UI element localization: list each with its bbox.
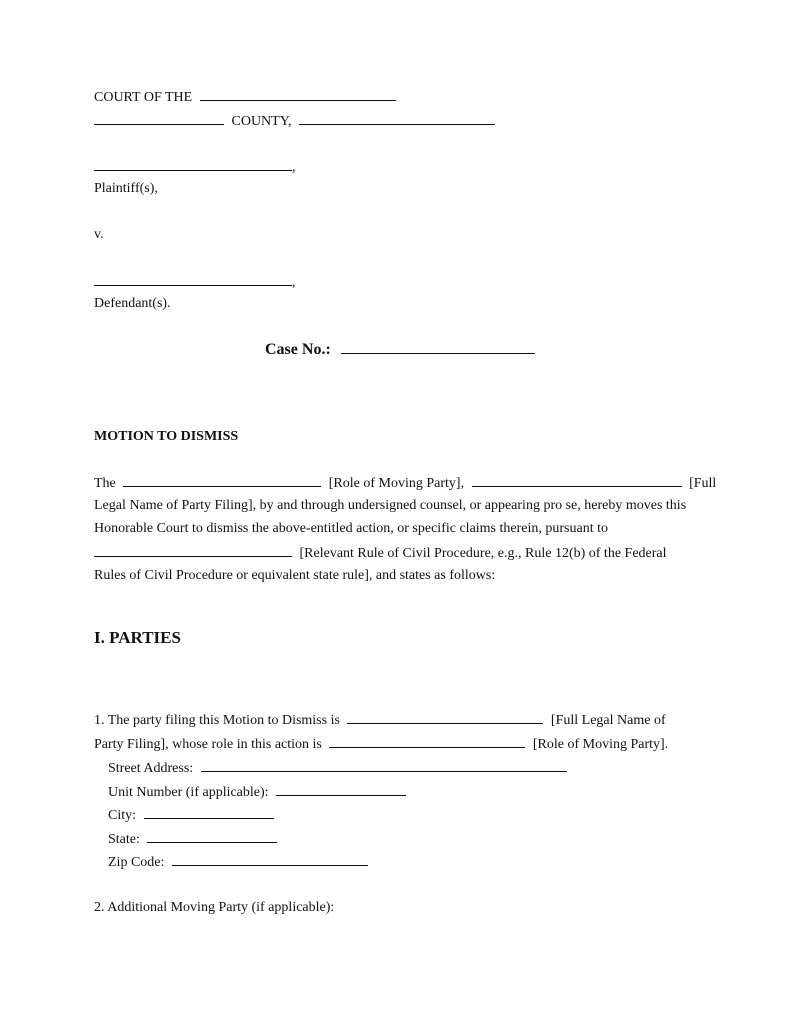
city-label: City: [108, 808, 137, 823]
case-number-line [265, 340, 535, 359]
defendant-name-line [94, 272, 296, 292]
party-name-blank[interactable] [472, 473, 682, 487]
county-line [94, 111, 495, 131]
street-address-line [108, 758, 567, 778]
city-blank[interactable] [144, 805, 274, 819]
case-number-label: Case No.: [265, 341, 331, 358]
intro-role-label: [Role of Moving Party], [328, 476, 465, 491]
intro-line-5: Rules of Civil Procedure or equivalent state rule], and states as follows: [94, 568, 496, 583]
county-name-blank[interactable] [94, 111, 224, 125]
zip-code-label: Zip Code: [108, 855, 165, 870]
intro-line-2: Legal Name of Party Filing], by and through undersigned counsel, or appearing pro se, hereby moves this [94, 498, 687, 513]
defendant-comma: , [292, 275, 296, 290]
item1-text: 1. The party filing this Motion to Dismiss is [94, 713, 340, 728]
county-label: COUNTY, [231, 114, 292, 129]
item2-line: 2. Additional Moving Party (if applicable): [94, 900, 335, 915]
filing-party-name-blank[interactable] [347, 710, 543, 724]
intro-rule-label: [Relevant Rule of Civil Procedure, e.g., Rule 12(b) of the Federal [299, 546, 667, 561]
motion-title: MOTION TO DISMISS [94, 429, 239, 444]
intro-line-3: Honorable Court to dismiss the above-entitled action, or specific claims therein, pursuant to [94, 521, 608, 536]
filing-party-role-blank[interactable] [329, 734, 525, 748]
state-blank[interactable] [147, 829, 277, 843]
intro-line-4 [94, 543, 667, 563]
defendant-name-blank[interactable] [94, 272, 292, 286]
intro-line-1 [94, 473, 716, 493]
item1-tail: [Full Legal Name of [550, 713, 666, 728]
moving-party-role-blank[interactable] [123, 473, 321, 487]
plaintiff-name-blank[interactable] [94, 157, 292, 171]
state-line [108, 829, 277, 849]
unit-number-label: Unit Number (if applicable): [108, 785, 269, 800]
court-of-the-label: COURT OF THE [94, 90, 193, 105]
versus-label: v. [94, 227, 104, 242]
city-line [108, 805, 274, 825]
state-name-blank[interactable] [299, 111, 495, 125]
zip-code-blank[interactable] [172, 852, 368, 866]
court-line [94, 87, 396, 107]
intro-full-label: [Full [689, 476, 717, 491]
zip-code-line [108, 852, 368, 872]
case-number-blank[interactable] [341, 340, 535, 354]
court-name-blank[interactable] [200, 87, 396, 101]
unit-number-blank[interactable] [276, 782, 406, 796]
defendants-label: Defendant(s). [94, 296, 171, 311]
plaintiffs-label: Plaintiff(s), [94, 181, 158, 196]
item1-role-text: Party Filing], whose role in this action is [94, 737, 322, 752]
unit-number-line [108, 782, 406, 802]
item1-line-2 [94, 734, 668, 754]
item1-line-1 [94, 710, 666, 730]
intro-the: The [94, 476, 116, 491]
section-heading-parties: I. PARTIES [94, 628, 181, 647]
item1-role-tail: [Role of Moving Party]. [532, 737, 669, 752]
plaintiff-comma: , [292, 160, 296, 175]
street-address-label: Street Address: [108, 761, 194, 776]
street-address-blank[interactable] [201, 758, 567, 772]
civil-rule-blank[interactable] [94, 543, 292, 557]
state-label: State: [108, 832, 140, 847]
plaintiff-name-line [94, 157, 296, 177]
